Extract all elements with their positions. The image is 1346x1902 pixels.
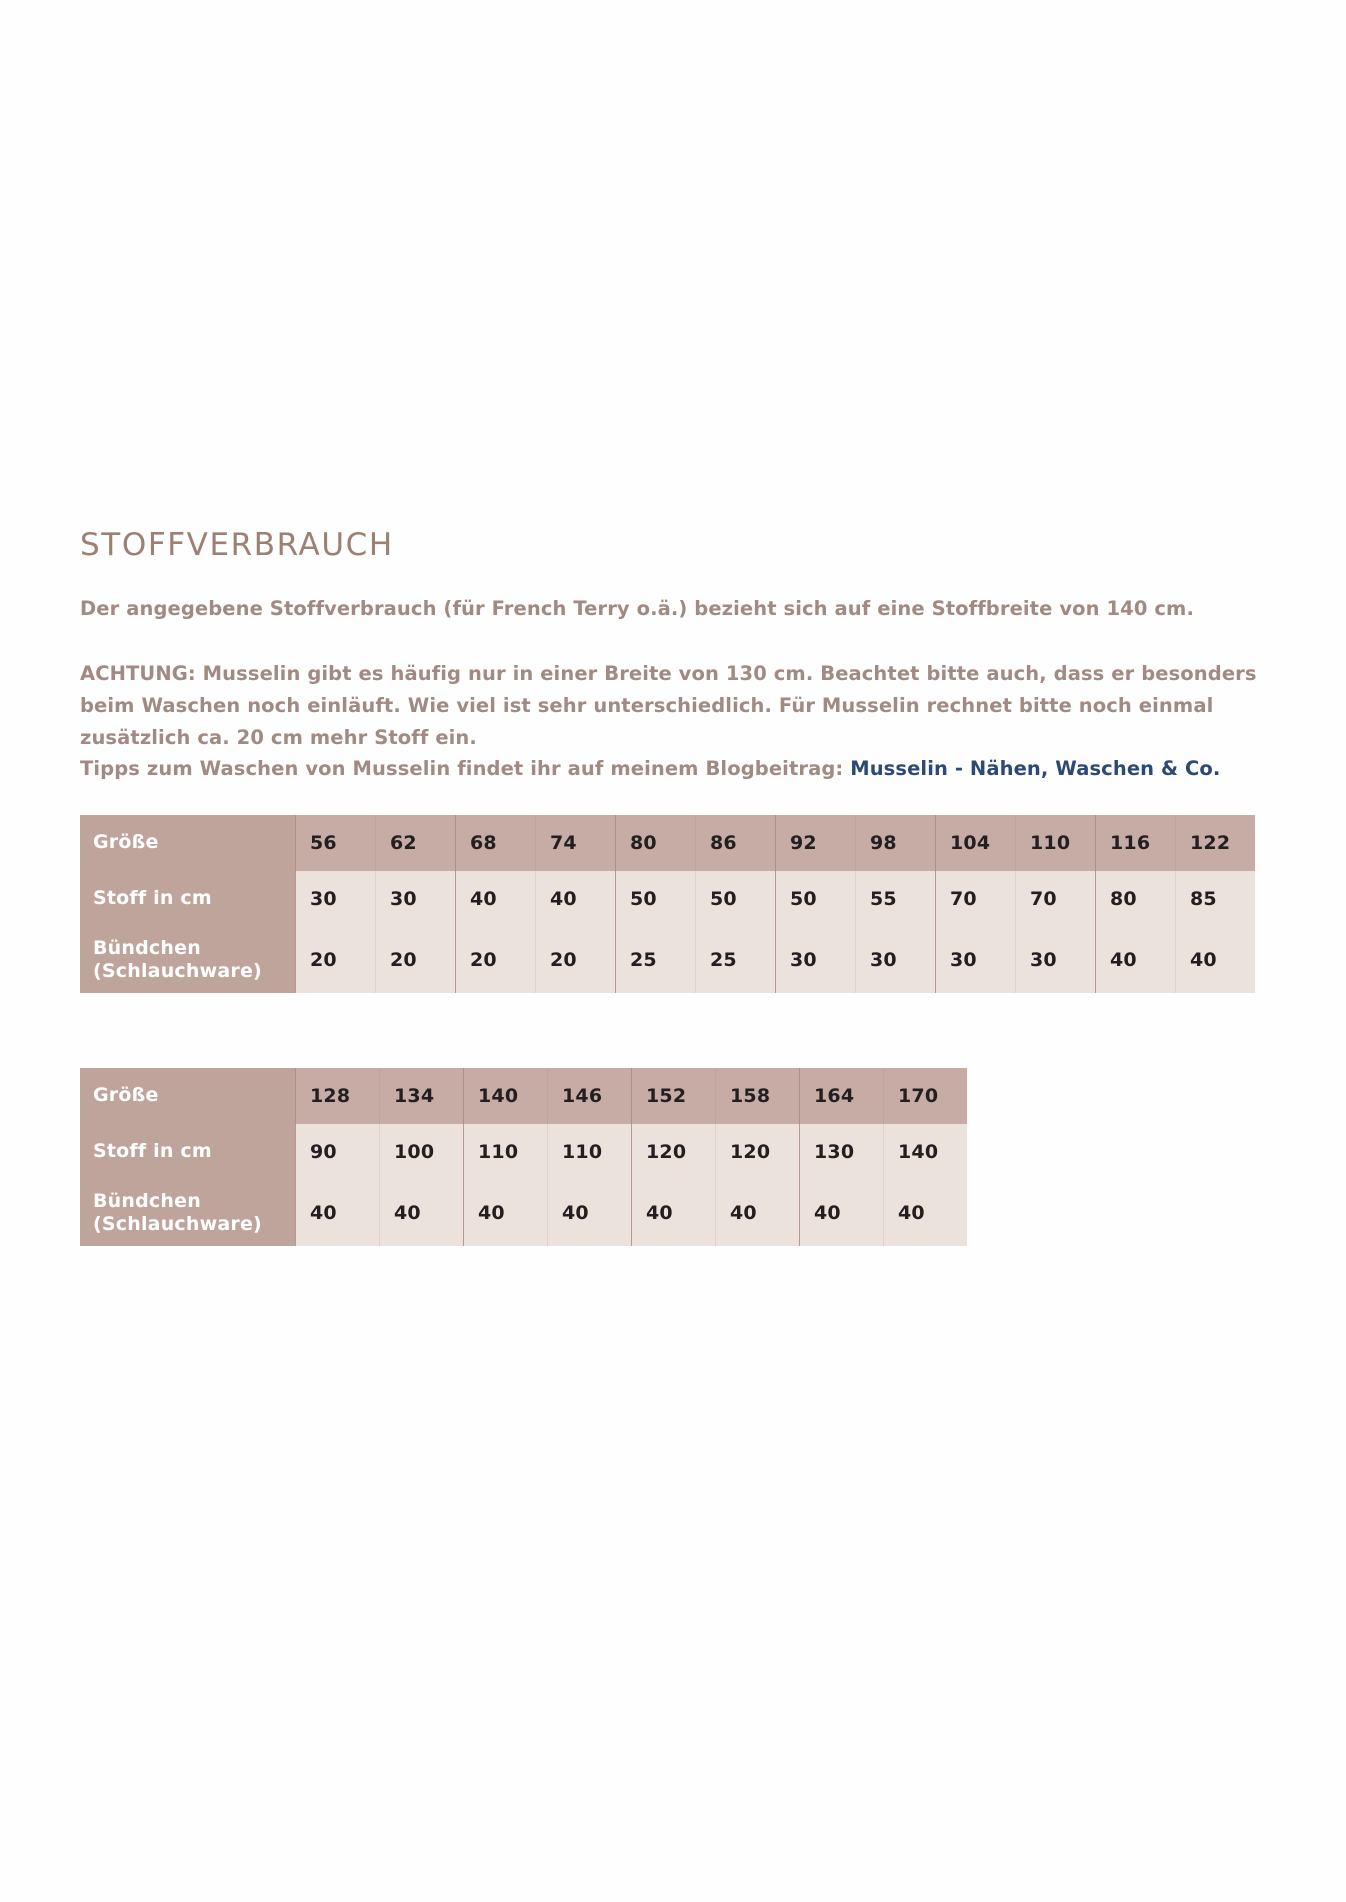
cuff-cell: 30 <box>776 927 856 993</box>
cuff-cell: 40 <box>1096 927 1176 993</box>
cuff-cell: 30 <box>1016 927 1096 993</box>
size-cell: 56 <box>296 815 376 871</box>
cuff-cell: 40 <box>632 1180 716 1246</box>
fabric-usage-table-1 <box>80 815 1255 993</box>
table-row <box>80 927 1255 993</box>
size-cell: 128 <box>296 1068 380 1124</box>
note-line-4 <box>80 753 1270 785</box>
fabric-cell: 30 <box>376 871 456 927</box>
cuff-cell: 25 <box>696 927 776 993</box>
row-label-fabric: Stoff in cm <box>80 871 296 927</box>
fabric-cell: 40 <box>456 871 536 927</box>
cuff-cell: 40 <box>296 1180 380 1246</box>
size-cell: 122 <box>1176 815 1256 871</box>
size-cell: 134 <box>380 1068 464 1124</box>
size-cell: 164 <box>800 1068 884 1124</box>
size-cell: 116 <box>1096 815 1176 871</box>
size-cell: 92 <box>776 815 856 871</box>
row-label-fabric: Stoff in cm <box>80 1124 296 1180</box>
row-label-cuff-line2: (Schlauchware) <box>93 1212 262 1235</box>
size-cell: 86 <box>696 815 776 871</box>
size-cell: 152 <box>632 1068 716 1124</box>
cuff-cell: 40 <box>884 1180 968 1246</box>
table-row <box>80 1068 967 1124</box>
row-label-cuff-line2: (Schlauchware) <box>93 959 262 982</box>
table-row <box>80 1124 967 1180</box>
size-cell: 98 <box>856 815 936 871</box>
row-label-size: Größe <box>80 1068 296 1124</box>
fabric-cell: 120 <box>716 1124 800 1180</box>
cuff-cell: 30 <box>856 927 936 993</box>
fabric-cell: 55 <box>856 871 936 927</box>
fabric-cell: 110 <box>548 1124 632 1180</box>
fabric-cell: 100 <box>380 1124 464 1180</box>
fabric-cell: 40 <box>536 871 616 927</box>
size-cell: 80 <box>616 815 696 871</box>
size-cell: 104 <box>936 815 1016 871</box>
cuff-cell: 25 <box>616 927 696 993</box>
content-container <box>80 528 1270 1246</box>
fabric-cell: 120 <box>632 1124 716 1180</box>
table-row <box>80 871 1255 927</box>
fabric-cell: 85 <box>1176 871 1256 927</box>
cuff-cell: 40 <box>716 1180 800 1246</box>
note-line-2: beim Waschen noch einläuft. Wie viel ist sehr unterschiedlich. Für Musselin rechnet bitte noch einmal <box>80 693 1214 717</box>
size-cell: 62 <box>376 815 456 871</box>
row-label-cuff <box>80 927 296 993</box>
fabric-cell: 110 <box>464 1124 548 1180</box>
note-line-3: zusätzlich ca. 20 cm mehr Stoff ein. <box>80 725 477 749</box>
cuff-cell: 40 <box>464 1180 548 1246</box>
cuff-cell: 20 <box>376 927 456 993</box>
fabric-cell: 130 <box>800 1124 884 1180</box>
row-label-cuff-line1: Bündchen <box>93 936 201 959</box>
cuff-cell: 20 <box>536 927 616 993</box>
table-row <box>80 1180 967 1246</box>
fabric-cell: 50 <box>696 871 776 927</box>
page-title: STOFFVERBRAUCH <box>80 527 394 563</box>
note-line-4-prefix: Tipps zum Waschen von Musselin findet ihr auf meinem Blogbeitrag: <box>80 757 851 781</box>
size-cell: 170 <box>884 1068 968 1124</box>
fabric-cell: 70 <box>936 871 1016 927</box>
fabric-cell: 50 <box>616 871 696 927</box>
cuff-cell: 40 <box>380 1180 464 1246</box>
row-label-cuff-line1: Bündchen <box>93 1189 201 1212</box>
size-cell: 74 <box>536 815 616 871</box>
fabric-cell: 70 <box>1016 871 1096 927</box>
cuff-cell: 40 <box>548 1180 632 1246</box>
cuff-cell: 40 <box>1176 927 1256 993</box>
row-label-size: Größe <box>80 815 296 871</box>
size-cell: 146 <box>548 1068 632 1124</box>
fabric-cell: 140 <box>884 1124 968 1180</box>
size-cell: 68 <box>456 815 536 871</box>
size-cell: 110 <box>1016 815 1096 871</box>
cuff-cell: 40 <box>800 1180 884 1246</box>
table-row <box>80 815 1255 871</box>
cuff-cell: 20 <box>456 927 536 993</box>
note-line-1: ACHTUNG: Musselin gibt es häufig nur in einer Breite von 130 cm. Beachtet bitte auch, dass er besonders <box>80 662 1257 686</box>
cuff-cell: 30 <box>936 927 1016 993</box>
intro-paragraph: Der angegebene Stoffverbrauch (für French Terry o.ä.) bezieht sich auf eine Stoffbreite von 140 cm. <box>80 597 1194 621</box>
fabric-cell: 30 <box>296 871 376 927</box>
blog-post-link[interactable]: Musselin - Nähen, Waschen & Co. <box>850 757 1221 781</box>
fabric-usage-table-2 <box>80 1068 967 1246</box>
note-paragraph <box>80 658 1270 784</box>
fabric-cell: 50 <box>776 871 856 927</box>
fabric-cell: 80 <box>1096 871 1176 927</box>
table-spacer <box>80 993 1270 1068</box>
row-label-cuff <box>80 1180 296 1246</box>
size-cell: 140 <box>464 1068 548 1124</box>
size-cell: 158 <box>716 1068 800 1124</box>
fabric-cell: 90 <box>296 1124 380 1180</box>
cuff-cell: 20 <box>296 927 376 993</box>
